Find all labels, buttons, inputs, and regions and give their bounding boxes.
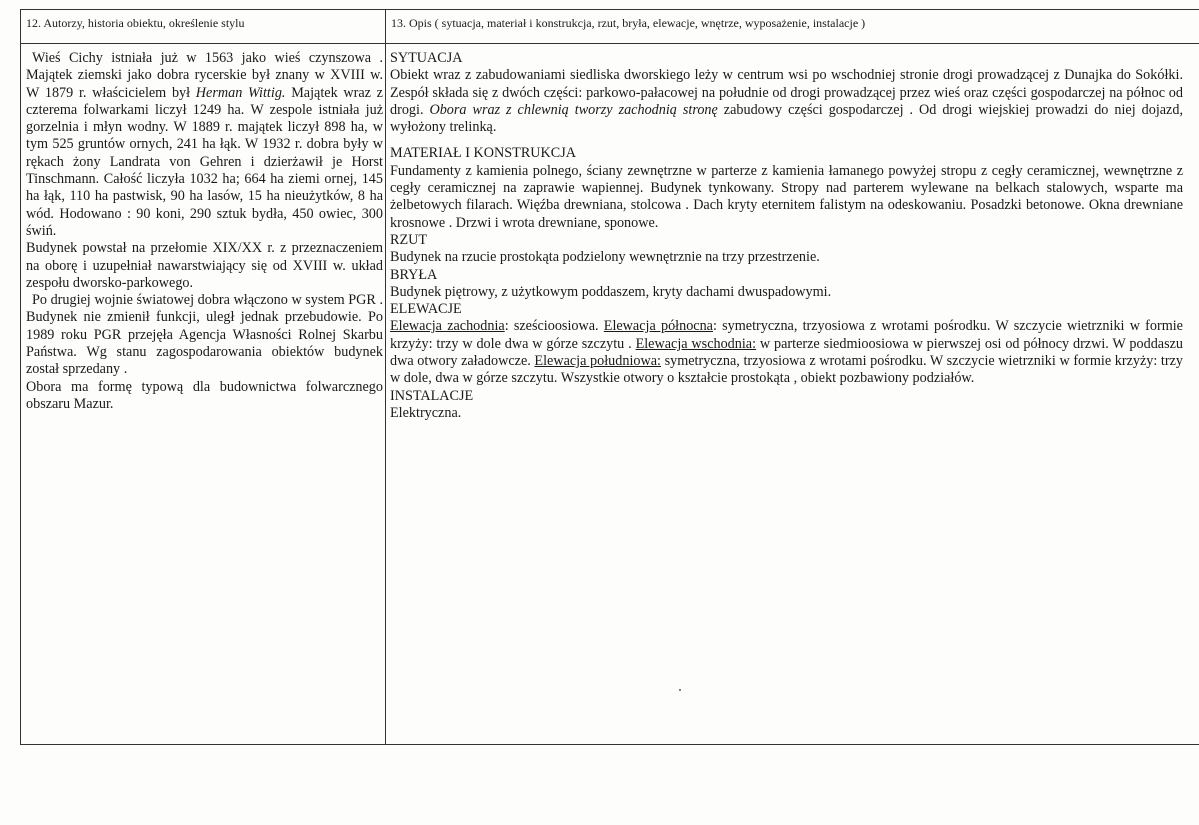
sytuacja-heading: SYTUACJA (390, 50, 463, 66)
sytuacja-text-b: zabudowy części gospodarczej . Od drogi wiejskiej prowadzi do niej dojazd, wyłożony trelinką. (390, 101, 1183, 136)
history-paragraph-1 (26, 50, 383, 240)
elewacja-poludniowa-label: Elewacja południowa: (534, 353, 661, 370)
bryla-heading: BRYŁA (390, 266, 438, 283)
history-paragraph-2: Budynek powstał na przełomie XIX/XX r. z przeznaczeniem na oborę i uzupełniał nawarstwiający się od XVIII w. układ zespołu dworsko-parkowego. (26, 240, 383, 291)
history-text: Wieś Cichy istniała już w 1563 jako wieś czynszowa . Majątek ziemski jako dobra rycerskie był znany w XVIII w. W 1879 r. właścicielem był (26, 50, 383, 101)
header-rule (20, 43, 1199, 44)
material-text: Fundamenty z kamienia polnego, ściany zewnętrzne w parterze z kamienia łamanego powyżej stropu z cegły ceramicznej, wewnętrzne z cegły ceramicznej na zaprawie wapiennej. Budynek tynkowany. Stropy nad parterem wylewane na belkach stalowych, wsparte ma żelbetowych filarach. Więźba drewniana, stolcowa . Dach kryty eternitem falistym na odeskowaniu. Posadzki betonowe. Okna drewniane krosnowe . Drzwi i wrota drewniane, sponowe. (390, 162, 1183, 231)
sytuacja-text (390, 67, 1183, 136)
scan-speck (679, 689, 681, 691)
elewacja-polnocna-text: : symetryczna, trzyosiowa z wrotami pośrodku. W szczycie wietrzniki w formie krzyży: trzy w dole dwa w górze szczytu . (390, 318, 1183, 352)
material-heading: MATERIAŁ I KONSTRUKCJA (390, 145, 577, 162)
instalacje-text: Elektryczna. (390, 404, 462, 421)
column-divider (385, 9, 386, 745)
elewacje-text (390, 318, 1183, 387)
bottom-rule (20, 744, 1199, 745)
owner-name: Herman Wittig. (195, 84, 286, 101)
instalacje-heading: INSTALACJE (390, 387, 474, 404)
sytuacja-text-em: Obora wraz z chlewnią tworzy zachodnią stronę (429, 101, 718, 118)
section-12-header: 12. Autorzy, historia obiektu, określenie stylu (26, 16, 245, 30)
history-text: Majątek wraz z czterema folwarkami liczył 1249 ha. W zespole istniała już gorzelnia i młyn wodny. W 1889 r. majątek liczył 898 ha, w tym 525 gruntów ornych, 241 ha łąk. W 1932 r. dobra były w rękach żony Landrata von Gehren i dzierżawił je Horst Tinschmann. Całość liczyła 1032 ha; 664 ha ziemi ornej, 145 ha łąk, 110 ha pastwisk, 90 ha lasów, 15 ha nieużytków, 8 ha wód. Hodowano : 90 koni, 290 sztuk bydła, 450 owiec, 300 świń. (26, 84, 383, 239)
elewacja-zachodnia-label: Elewacja zachodnia (390, 318, 505, 335)
bryla-text: Budynek piętrowy, z użytkowym poddaszem, kryty dachami dwuspadowymi. (390, 283, 832, 300)
elewacja-wschodnia-text: w parterze siedmioosiowa w pierwszej osi od północy drzwi. W poddaszu dwa otwory załadowcze. (390, 335, 1184, 370)
sytuacja-text-a: Obiekt wraz z zabudowaniami siedliska dworskiego leży w centrum wsi po wschodniej stronie drogi prowadzącej z Dunajka do Sokółki. Zespół składa się z dwóch części: parkowo-pałacowej na południe od drogi prowadzącej przez wieś oraz części gospodarczej na północ od drogi. (390, 67, 1183, 118)
elewacja-poludniowa-text: symetryczna, trzyosiowa z wrotami pośrodku. W szczycie wietrzniki w formie krzyży: trzy w dole, dwa w górze szczytu. Wszystkie otwory o kształcie prostokąta , obiekt pozbawiony podziałów. (390, 353, 1183, 387)
elewacja-wschodnia-label: Elewacja wschodnia: (635, 335, 757, 352)
history-column (26, 50, 383, 413)
section-13-header: 13. Opis ( sytuacja, materiał i konstrukcja, rzut, bryła, elewacje, wnętrze, wyposażenie, instalacje ) (391, 16, 866, 30)
description-column (390, 50, 1183, 422)
rzut-heading: RZUT (390, 231, 428, 248)
elewacja-polnocna-label: Elewacja północna (603, 318, 713, 335)
elewacja-zachodnia-text: : sześcioosiowa. (504, 318, 604, 335)
elewacje-heading: ELEWACJE (390, 301, 462, 318)
top-rule (20, 9, 1199, 10)
history-paragraph-3: Po drugiej wojnie światowej dobra włączono w system PGR . Budynek nie zmienił funkcji, uległ jednak przebudowie. Po 1989 roku PGR przejęła Agencja Własności Rolnej Skarbu Państwa. Wg stanu zagospodarowania obiektów budynek został sprzedany . (26, 292, 383, 378)
history-paragraph-4: Obora ma formę typową dla budownictwa folwarcznego obszaru Mazur. (26, 378, 383, 412)
rzut-text: Budynek na rzucie prostokąta podzielony wewnętrznie na trzy przestrzenie. (390, 249, 820, 266)
left-border (20, 9, 21, 745)
